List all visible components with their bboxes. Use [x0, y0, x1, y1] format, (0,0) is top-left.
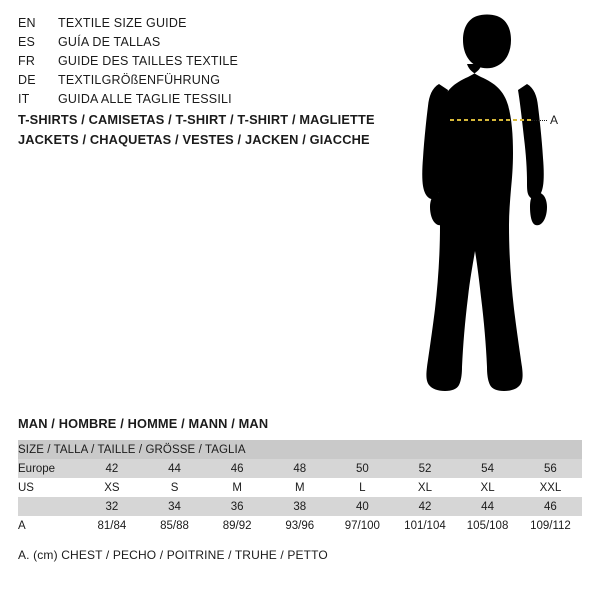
language-title: GUÍA DE TALLAS: [58, 35, 161, 49]
row-label: A: [18, 516, 81, 535]
category-line-tshirts: T-SHIRTS / CAMISETAS / T-SHIRT / T-SHIRT / MAGLIETTE: [18, 112, 375, 127]
table-cell: 50: [331, 459, 394, 478]
table-cell: 97/100: [331, 516, 394, 535]
table-cell: 93/96: [268, 516, 331, 535]
table-cell: 42: [81, 459, 144, 478]
table-cell: 105/108: [456, 516, 519, 535]
measure-label-a: A: [550, 113, 559, 127]
table-cell: L: [331, 478, 394, 497]
table-cell: 44: [456, 497, 519, 516]
table-cell: 109/112: [519, 516, 582, 535]
body-silhouette-figure: [398, 12, 588, 402]
language-row: [18, 16, 378, 35]
table-cell: 32: [81, 497, 144, 516]
table-cell: M: [268, 478, 331, 497]
table-row: [18, 459, 582, 478]
row-label: US: [18, 478, 81, 497]
table-cell: 56: [519, 459, 582, 478]
table-cell: M: [206, 478, 269, 497]
table-cell: 46: [519, 497, 582, 516]
table-cell: 38: [268, 497, 331, 516]
row-label: Europe: [18, 459, 81, 478]
language-row: [18, 54, 378, 73]
size-table-wrapper: [18, 440, 582, 535]
table-cell: 89/92: [206, 516, 269, 535]
measure-leader-line: [531, 120, 547, 121]
language-code: DE: [18, 73, 36, 87]
language-row: [18, 92, 378, 111]
table-cell: 48: [268, 459, 331, 478]
table-cell: 44: [143, 459, 206, 478]
table-row: [18, 497, 582, 516]
language-title: GUIDA ALLE TAGLIE TESSILI: [58, 92, 232, 106]
category-list: [18, 110, 418, 150]
table-cell: 101/104: [394, 516, 457, 535]
table-row: [18, 478, 582, 497]
table-cell: 34: [143, 497, 206, 516]
language-code: FR: [18, 54, 36, 68]
table-cell: XXL: [519, 478, 582, 497]
language-code: IT: [18, 92, 30, 106]
table-cell: 46: [206, 459, 269, 478]
category-line-jackets: JACKETS / CHAQUETAS / VESTES / JACKEN / GIACCHE: [18, 132, 370, 147]
footnote-chest-measurement: A. (cm) CHEST / PECHO / POITRINE / TRUHE / PETTO: [18, 548, 328, 562]
size-table: [18, 440, 582, 535]
table-cell: 52: [394, 459, 457, 478]
table-cell: XL: [394, 478, 457, 497]
table-cell: 54: [456, 459, 519, 478]
table-cell: 40: [331, 497, 394, 516]
table-cell: 81/84: [81, 516, 144, 535]
language-list: [18, 16, 378, 111]
language-code: EN: [18, 16, 36, 30]
man-silhouette-icon: [398, 12, 588, 402]
language-code: ES: [18, 35, 36, 49]
row-label: [18, 497, 81, 516]
table-header-label: SIZE / TALLA / TAILLE / GRÖSSE / TAGLIA: [18, 440, 582, 459]
table-cell: 85/88: [143, 516, 206, 535]
table-cell: 36: [206, 497, 269, 516]
language-title: TEXTILE SIZE GUIDE: [58, 16, 187, 30]
table-cell: XL: [456, 478, 519, 497]
language-title: TEXTILGRÖßENFÜHRUNG: [58, 73, 221, 87]
table-cell: 42: [394, 497, 457, 516]
table-cell: S: [143, 478, 206, 497]
section-heading-man: MAN / HOMBRE / HOMME / MANN / MAN: [18, 416, 269, 431]
language-title: GUIDE DES TAILLES TEXTILE: [58, 54, 239, 68]
table-cell: XS: [81, 478, 144, 497]
table-row: [18, 516, 582, 535]
language-row: [18, 35, 378, 54]
table-header-row: [18, 440, 582, 459]
language-row: [18, 73, 378, 92]
